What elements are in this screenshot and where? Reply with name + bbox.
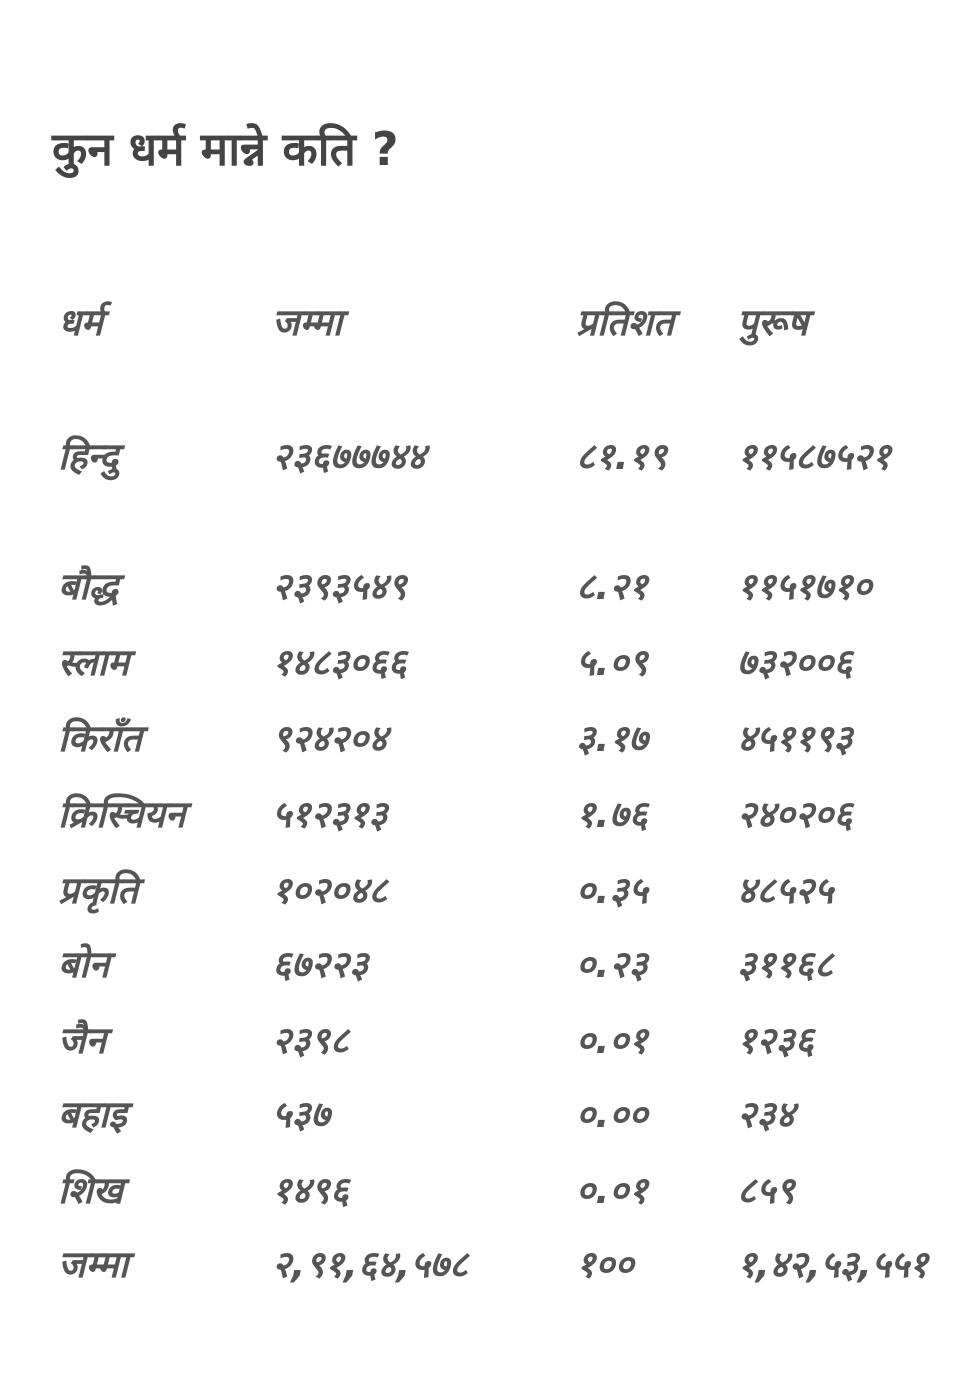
row-male: ४८५२५ (737, 869, 834, 912)
row-total: २३९८ (272, 1019, 349, 1062)
row-male: ७३२००६ (737, 641, 853, 684)
row-religion: क्रिस्चियन (58, 793, 186, 836)
row-religion: बहाइ (58, 1093, 127, 1136)
row-male: २३४ (737, 1093, 795, 1136)
total-row-male: १,४२,५३,५५१ (737, 1243, 928, 1286)
row-male: ४५११९३ (737, 717, 853, 760)
row-male: १२३६ (737, 1019, 814, 1062)
row-percent: ०.०१ (576, 1019, 648, 1062)
row-male: ८५९ (737, 1169, 795, 1212)
row-total: २३६७७७४४ (272, 435, 426, 478)
row-total: ६७२२३ (272, 943, 369, 986)
row-total: ५३७ (272, 1093, 330, 1136)
row-total: ९२४२०४ (272, 717, 388, 760)
row-percent: ८.२१ (576, 565, 648, 608)
header-total: जम्मा (272, 301, 343, 344)
row-percent: ८१.१९ (576, 435, 668, 478)
row-male: ११५१७१० (737, 565, 872, 608)
row-religion: स्लाम (58, 641, 130, 684)
row-religion: बोन (58, 943, 110, 986)
row-total: १०२०४८ (272, 869, 388, 912)
row-male: ११५८७५२१ (737, 435, 891, 478)
row-religion: किराँत (58, 717, 142, 760)
row-percent: ०.०१ (576, 1169, 648, 1212)
header-percent: प्रतिशत (576, 301, 674, 344)
row-percent: १.७६ (576, 793, 648, 836)
row-percent: ०.३५ (576, 869, 648, 912)
row-total: ५१२३१३ (272, 793, 388, 836)
row-religion: हिन्दु (58, 435, 119, 478)
row-male: ३११६८ (737, 943, 834, 986)
header-religion: धर्म (58, 301, 103, 344)
row-religion: जैन (58, 1019, 106, 1062)
row-religion: शिख (58, 1169, 124, 1212)
row-percent: ०.०० (576, 1093, 648, 1136)
total-row-label: जम्मा (58, 1243, 129, 1286)
total-row-percent: १०० (576, 1243, 634, 1286)
total-row-total: २,९१,६४,५७८ (272, 1243, 469, 1286)
row-total: २३९३५४९ (272, 565, 407, 608)
row-religion: बौद्ध (58, 565, 119, 608)
row-percent: ०.२३ (576, 943, 648, 986)
row-percent: ५.०९ (576, 641, 648, 684)
page-title: कुन धर्म मान्ने कति ? (52, 122, 399, 176)
row-percent: ३.१७ (576, 717, 648, 760)
row-total: १४९६ (272, 1169, 349, 1212)
header-male: पुरूष (737, 301, 809, 344)
row-religion: प्रकृति (58, 869, 139, 912)
row-total: १४८३०६६ (272, 641, 407, 684)
row-male: २४०२०६ (737, 793, 853, 836)
